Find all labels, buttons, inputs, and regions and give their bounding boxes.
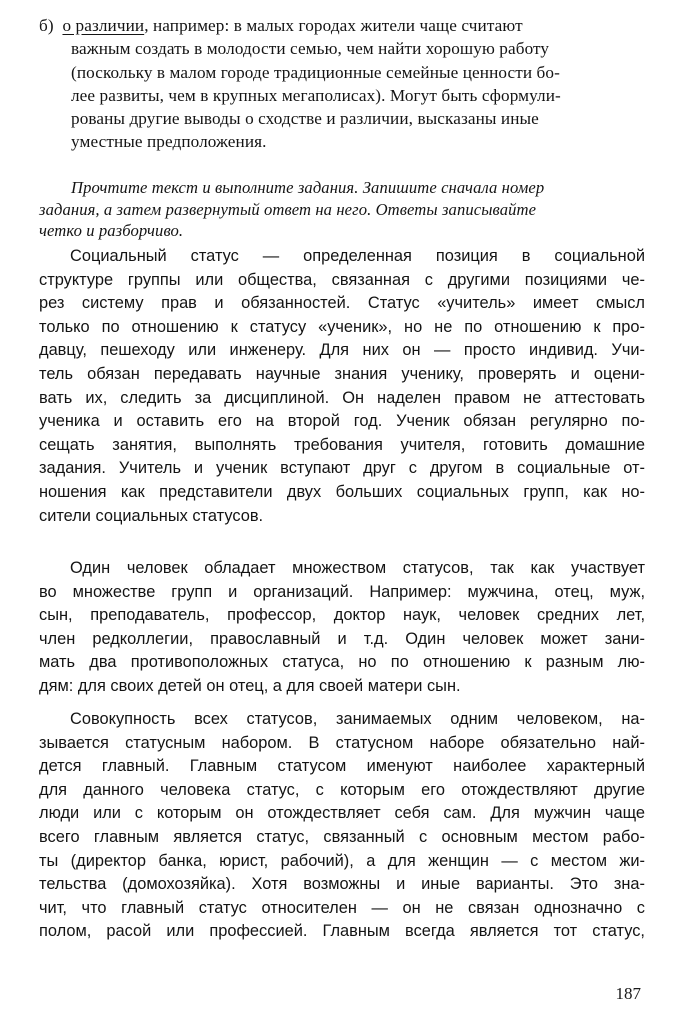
paragraph-line: ношения как представители двух больших социальных групп, как но- — [39, 482, 645, 501]
task-line-3: четко и разборчиво. — [39, 221, 184, 241]
paragraph-line: для данного человека статус, с которым его отождествляют другие — [39, 780, 645, 799]
paragraph-line: задания. Учитель и ученик вступают друг с другом в социальные от- — [39, 459, 645, 478]
page-number: 187 — [615, 984, 641, 1003]
paragraph-line: дям: для своих детей он отец, а для своей матери сын. — [39, 676, 461, 695]
intro-line-5: рованы другие выводы о сходстве и различии, высказаны иные — [71, 109, 539, 129]
intro-line-6: уместные предположения. — [71, 132, 267, 152]
task-line-1: Прочтите текст и выполните задания. Запишите сначала номер — [71, 178, 545, 197]
paragraph-line: давцу, пешеходу или инженеру. Для них он — просто индивид. Учи- — [39, 341, 645, 360]
keyword-underlined: о различии — [62, 16, 145, 35]
paragraph-line: сын, преподаватель, профессор, доктор наук, человек средних лет, — [39, 606, 645, 625]
intro-line-1 — [39, 14, 645, 37]
paragraph-line: рез систему прав и обязанностей. Статус «учитель» имеет смысл — [39, 294, 645, 313]
paragraph-line: тель обязан передавать научные знания ученику, проверять и оцени- — [39, 364, 645, 383]
paragraph-line: во множестве групп и организаций. Например: мужчина, отец, муж, — [39, 582, 645, 601]
paragraph-line: Один человек обладает множеством статусов, так как участвует — [70, 559, 645, 577]
intro-answer-block — [39, 14, 645, 154]
paragraph-line: ученика и оставить его на второй год. Ученик обязан регулярно по- — [39, 412, 645, 431]
paragraph-line: чит, что главный статус относителен — он не связан однозначно с — [39, 898, 645, 917]
paragraph-line: всего главным является статус, связанный с основным местом рабо- — [39, 827, 645, 846]
intro-line-2: важным создать в молодости семью, чем найти хорошую работу — [71, 39, 550, 59]
paragraph-line: сещать занятия, выполнять требования учителя, готовить домашние — [39, 435, 645, 454]
intro-line-1-text: , например: в малых городах жители чаще считают — [144, 16, 523, 35]
task-instructions — [39, 177, 645, 242]
paragraph-line: член редколлегии, православный и т.д. Один человек может зани- — [39, 629, 645, 648]
answer-marker: б) — [39, 16, 54, 35]
paragraph-line: полом, расой или профессией. Главным всегда является тот статус, — [39, 922, 645, 941]
paragraph-line: тельства (домохозяйка). Хотя возможны и иные варианты. Это зна- — [39, 875, 645, 894]
paragraph-line: вать их, следить за дисциплиной. Он наделен правом не аттестовать — [39, 388, 645, 407]
paragraph-line: Совокупность всех статусов, занимаемых одним человеком, на- — [70, 710, 645, 728]
paragraph-multiple-statuses — [39, 557, 645, 699]
paragraph-social-status — [39, 245, 645, 528]
paragraph-status-set — [39, 708, 645, 944]
paragraph-line: структуре группы или общества, связанная с другими позициями че- — [39, 270, 645, 289]
intro-line-3: (поскольку в малом городе традиционные семейные ценности бо- — [71, 62, 560, 82]
paragraph-line: мать два противоположных статуса, но по отношению к разным лю- — [39, 653, 645, 672]
paragraph-line: ты (директор банка, юрист, рабочий), а для женщин — с местом жи- — [39, 851, 645, 870]
paragraph-line: Социальный статус — определенная позиция в социальной — [70, 247, 645, 265]
paragraph-line: дется главный. Главным статусом именуют наиболее характерный — [39, 757, 645, 776]
paragraph-line: люди или с которым он отождествляет себя сам. Для мужчин чаще — [39, 804, 645, 823]
task-line-2: задания, а затем развернутый ответ на него. Ответы записывайте — [39, 199, 537, 219]
paragraph-line: сители социальных статусов. — [39, 506, 264, 525]
paragraph-line: зывается статусным набором. В статусном наборе обязательно най- — [39, 733, 645, 752]
paragraph-line: только по отношению к статусу «ученик», но не по отношению к про- — [39, 317, 645, 336]
intro-line-4: лее развиты, чем в крупных мегаполисах). Могут быть сформули- — [71, 85, 561, 105]
